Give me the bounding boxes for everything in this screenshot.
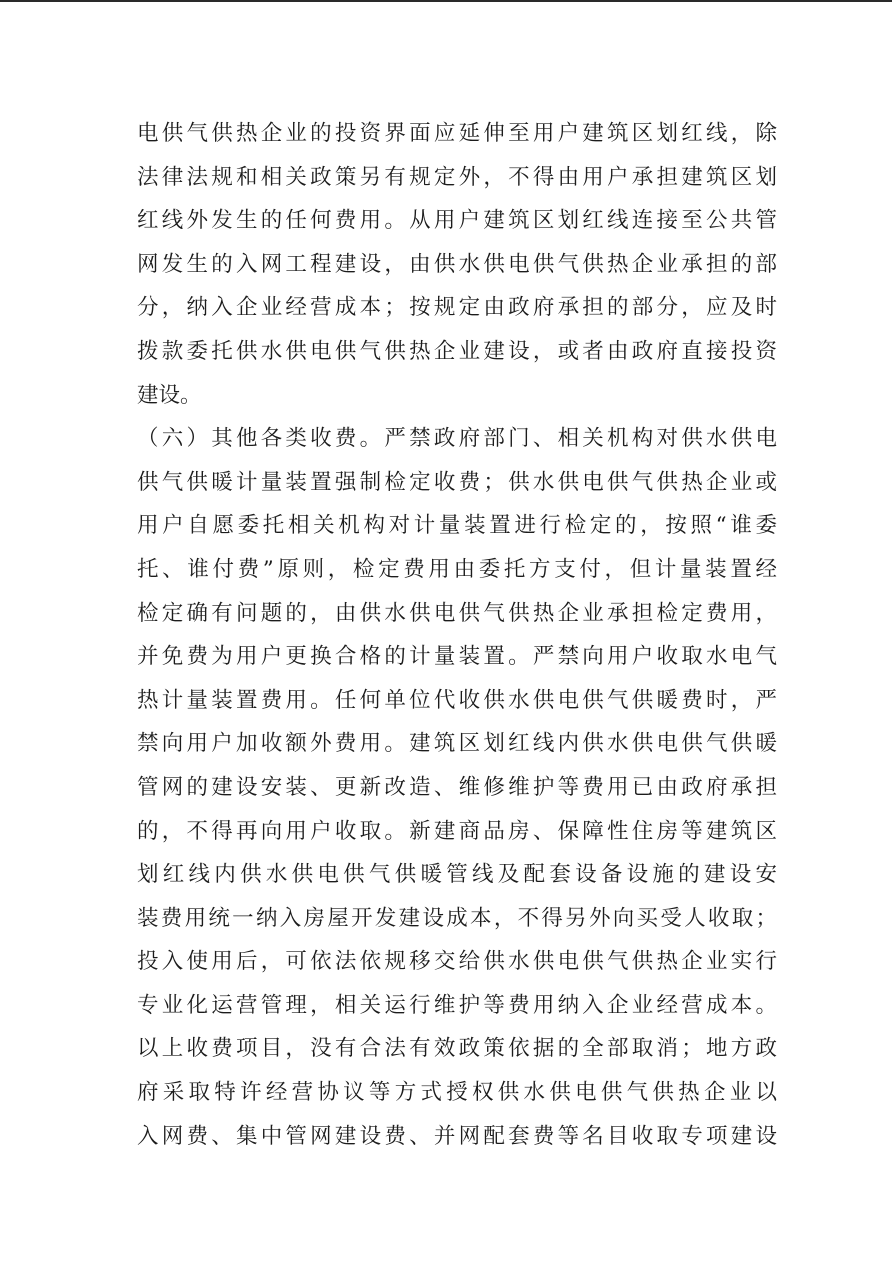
- text-line: 以上收费项目，没有合法有效政策依据的全部取消；地方政: [137, 1036, 777, 1062]
- text-line: 府采取特许经营协议等方式授权供水供电供气供热企业以: [137, 1080, 777, 1106]
- text-line: 入网费、集中管网建设费、并网配套费等名目收取专项建设: [137, 1123, 777, 1149]
- text-line: 热计量装置费用。任何单位代收供水供电供气供暖费时，严: [137, 687, 777, 713]
- text-line: 供气供暖计量装置强制检定收费；供水供电供气供热企业或: [137, 469, 777, 495]
- text-line: 划红线内供水供电供气供暖管线及配套设备设施的建设安: [137, 862, 777, 888]
- text-line: 检定确有问题的，由供水供电供气供热企业承担检定费用，: [137, 600, 777, 626]
- text-line: 用户自愿委托相关机构对计量装置进行检定的，按照“谁委: [137, 513, 777, 539]
- text-line: 分，纳入企业经营成本；按规定由政府承担的部分，应及时: [137, 295, 777, 321]
- text-line: 法律法规和相关政策另有规定外，不得由用户承担建筑区划: [137, 164, 777, 190]
- text-line: 的，不得再向用户收取。新建商品房、保障性住房等建筑区: [137, 818, 777, 844]
- page-top-border: [0, 0, 892, 2]
- text-line: 专业化运营管理，相关运行维护等费用纳入企业经营成本。: [137, 992, 777, 1018]
- text-line: 网发生的入网工程建设，由供水供电供气供热企业承担的部: [137, 251, 777, 277]
- text-line: 拨款委托供水供电供气供热企业建设，或者由政府直接投资: [137, 338, 777, 364]
- text-line: 并免费为用户更换合格的计量装置。严禁向用户收取水电气: [137, 644, 777, 670]
- text-line: 管网的建设安装、更新改造、维修维护等费用已由政府承担: [137, 774, 777, 800]
- text-line: 禁向用户加收额外费用。建筑区划红线内供水供电供气供暖: [137, 731, 777, 757]
- text-line: 建设。: [137, 382, 202, 408]
- text-line: 托、谁付费”原则，检定费用由委托方支付，但计量装置经: [137, 556, 777, 582]
- text-line: 红线外发生的任何费用。从用户建筑区划红线连接至公共管: [137, 208, 777, 234]
- text-line: 装费用统一纳入房屋开发建设成本，不得另外向买受人收取；: [137, 905, 777, 931]
- text-line: 投入使用后，可依法依规移交给供水供电供气供热企业实行: [137, 949, 777, 975]
- section-heading-line: （六）其他各类收费。严禁政府部门、相关机构对供水供电: [137, 426, 777, 452]
- document-body: [137, 112, 777, 1158]
- text-line: 电供气供热企业的投资界面应延伸至用户建筑区划红线，除: [137, 121, 777, 146]
